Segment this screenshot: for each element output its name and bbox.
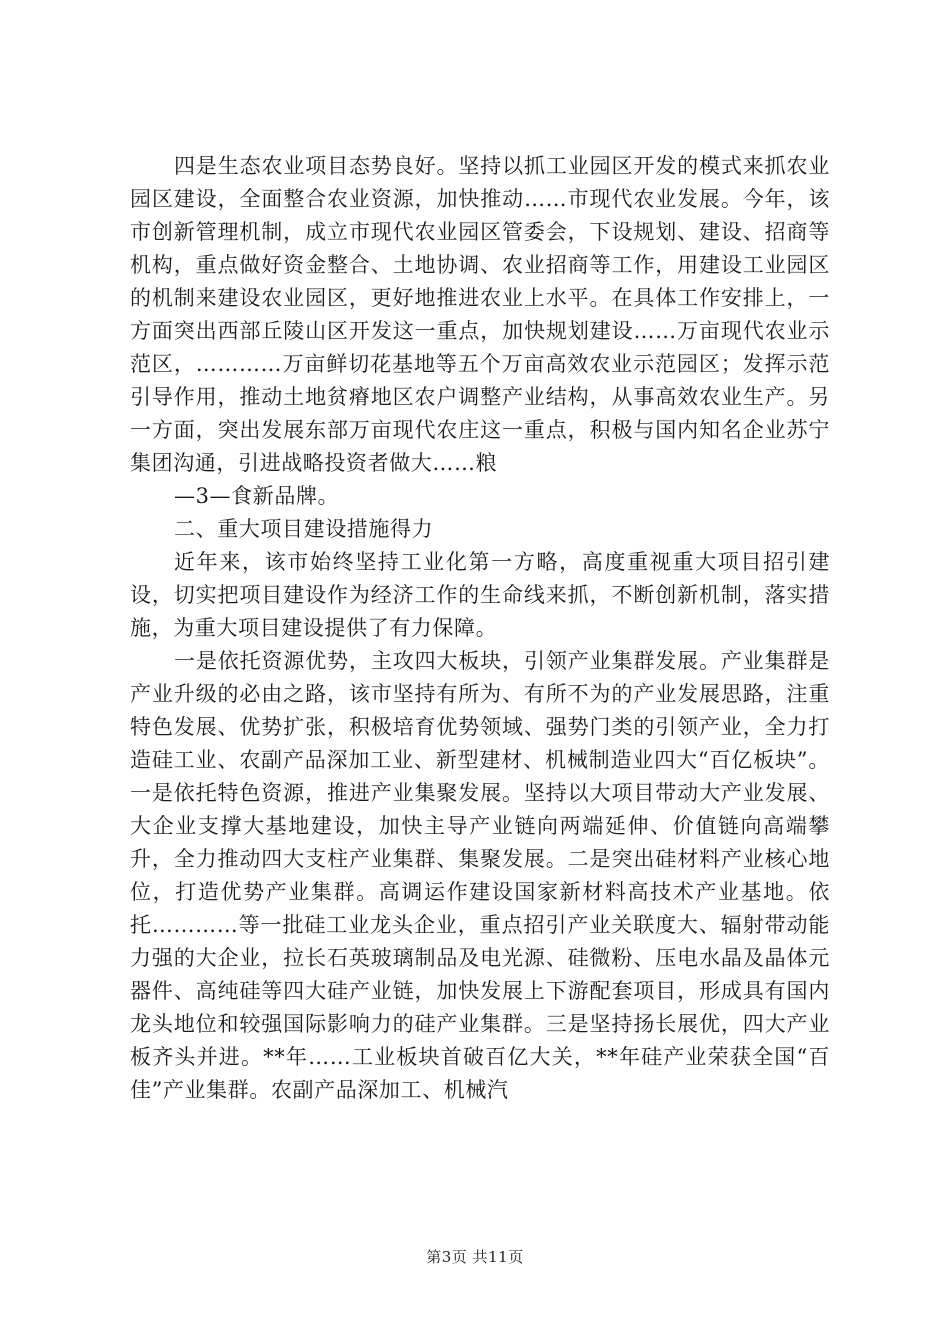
document-body [130,150,830,1107]
paragraph-major-projects-intro: 近年来，该市始终坚持工业化第一方略，高度重视重大项目招引建设，切实把项目建设作为经济工作的生命线来抓，不断创新机制，落实措施，为重大项目建设提供了有力保障。 [130,550,830,640]
section-heading-major-projects: 二、重大项目建设措施得力 [174,517,434,541]
page-number-footer: 第3页 共11页 [426,1248,524,1266]
paragraph-industrial-clusters: 一是依托资源优势，主攻四大板块，引领产业集群发展。产业集群是产业升级的必由之路，该市坚持有所为、有所不为的产业发展思路，注重特色发展、优势扩张，积极培育优势领域、强势门类的引领产业，全力打造硅工业、农副产品深加工业、新型建材、机械制造业四大“百亿板块”。一是依托特色资源，推进产业集聚发展。坚持以大项目带动大产业发展、大企业支撑大基地建设，加快主导产业链向两端延伸、价值链向高端攀升，全力推动四大支柱产业集群、集聚发展。二是突出硅材料产业核心地位，打造优势产业集群。高调运作建设国家新材料高技术产业基地。依托…………等一批硅工业龙头企业，重点招引产业关联度大、辐射带动能力强的大企业，拉长石英玻璃制品及电光源、硅微粉、压电水晶及晶体元器件、高纯硅等四大硅产业链，加快发展上下游配套项目，形成具有国内龙头地位和较强国际影响力的硅产业集群。三是坚持扬长展优，四大产业板齐头并进。**年……工业板块首破百亿大关，**年硅产业荣获全国“百佳”产业集群。农副产品深加工、机械汽 [130,649,830,1102]
paragraph-page-break-fragment: —3—食新品牌。 [174,484,340,508]
paragraph-eco-agriculture: 四是生态农业项目态势良好。坚持以抓工业园区开发的模式来抓农业园区建设，全面整合农业资源，加快推动……市现代农业发展。今年，该市创新管理机制，成立市现代农业园区管委会，下设规划、建设、招商等机构，重点做好资金整合、土地协调、农业招商等工作，用建设工业园区的机制来建设农业园区，更好地推进农业上水平。在具体工作安排上，一方面突出西部丘陵山区开发这一重点，加快规划建设……万亩现代农业示范区，…………万亩鲜切花基地等五个万亩高效农业示范园区；发挥示范引导作用，推动土地贫瘠地区农户调整产业结构，从事高效农业生产。另一方面，突出发展东部万亩现代农庄这一重点，积极与国内知名企业苏宁集团沟通，引进战略投资者做大……粮 [130,154,830,475]
